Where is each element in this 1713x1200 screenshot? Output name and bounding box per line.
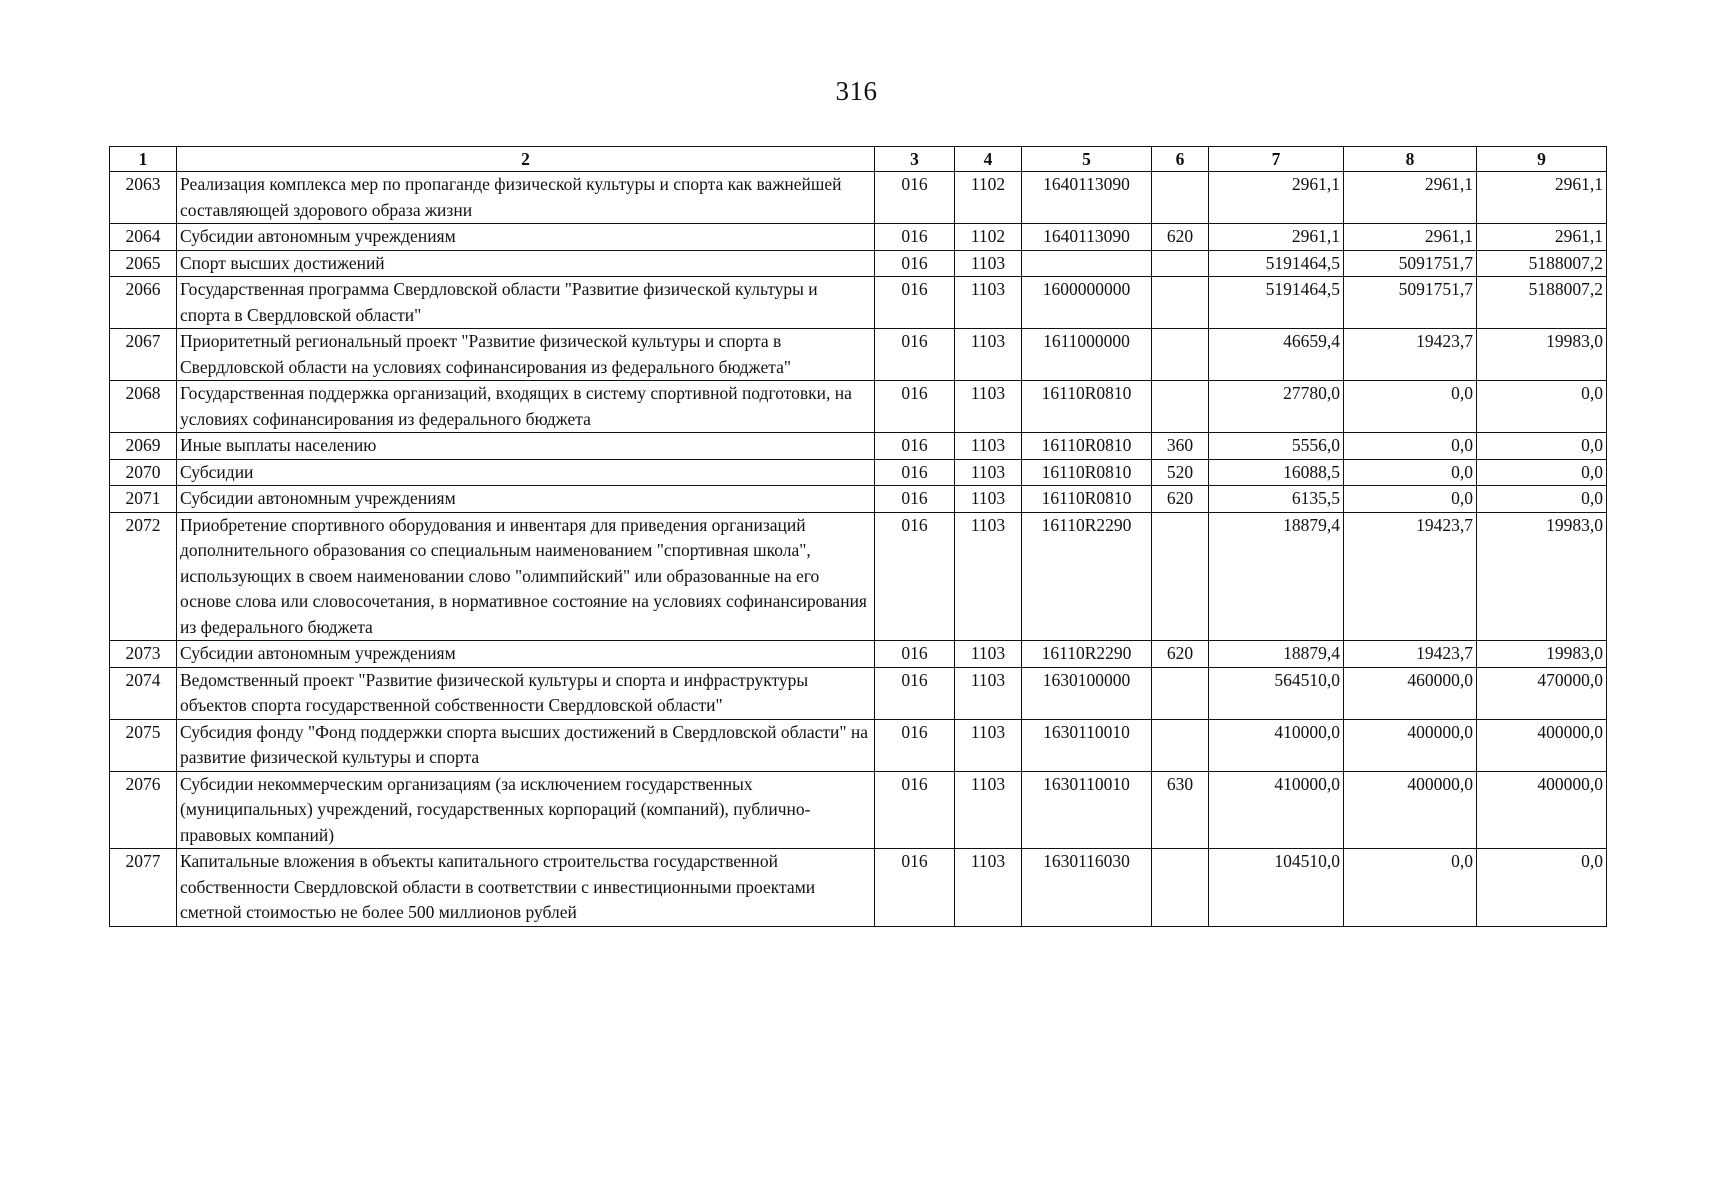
header-cell: 4	[955, 147, 1022, 172]
amount-col7-cell: 2961,1	[1209, 172, 1344, 224]
row-number-cell: 2064	[110, 224, 177, 251]
section-code-cell: 1103	[955, 329, 1022, 381]
row-number-cell: 2073	[110, 641, 177, 668]
target-code-cell: 16110R0810	[1022, 459, 1152, 486]
row-number-cell: 2063	[110, 172, 177, 224]
target-code-cell: 1600000000	[1022, 277, 1152, 329]
table-row	[110, 250, 1607, 277]
ministry-code-cell: 016	[875, 172, 955, 224]
header-cell: 5	[1022, 147, 1152, 172]
expense-type-cell: 620	[1152, 486, 1209, 513]
ministry-code-cell: 016	[875, 277, 955, 329]
row-number-cell: 2072	[110, 512, 177, 641]
row-name-cell: Капитальные вложения в объекты капитального строительства государственной собственности Свердловской области в соответствии с инвестиционными проектами сметной стоимостью не более 500 миллионов рублей	[177, 849, 875, 927]
amount-col9-cell: 2961,1	[1477, 224, 1607, 251]
row-name-cell: Субсидии автономным учреждениям	[177, 641, 875, 668]
ministry-code-cell: 016	[875, 486, 955, 513]
amount-col9-cell: 470000,0	[1477, 667, 1607, 719]
expense-type-cell	[1152, 381, 1209, 433]
target-code-cell: 16110R0810	[1022, 486, 1152, 513]
amount-col7-cell: 5191464,5	[1209, 250, 1344, 277]
amount-col8-cell: 19423,7	[1344, 329, 1477, 381]
amount-col8-cell: 0,0	[1344, 381, 1477, 433]
amount-col9-cell: 0,0	[1477, 459, 1607, 486]
amount-col7-cell: 46659,4	[1209, 329, 1344, 381]
amount-col7-cell: 2961,1	[1209, 224, 1344, 251]
target-code-cell: 1611000000	[1022, 329, 1152, 381]
section-code-cell: 1103	[955, 849, 1022, 927]
budget-table	[109, 146, 1607, 927]
table-row	[110, 486, 1607, 513]
row-number-cell: 2068	[110, 381, 177, 433]
amount-col7-cell: 18879,4	[1209, 512, 1344, 641]
section-code-cell: 1103	[955, 771, 1022, 849]
table-row	[110, 329, 1607, 381]
row-number-cell: 2075	[110, 719, 177, 771]
table-row	[110, 641, 1607, 668]
ministry-code-cell: 016	[875, 329, 955, 381]
section-code-cell: 1103	[955, 250, 1022, 277]
ministry-code-cell: 016	[875, 433, 955, 460]
expense-type-cell	[1152, 329, 1209, 381]
table-row	[110, 459, 1607, 486]
row-name-cell: Государственная поддержка организаций, входящих в систему спортивной подготовки, на условиях софинансирования из федерального бюджета	[177, 381, 875, 433]
expense-type-cell: 360	[1152, 433, 1209, 460]
table-row	[110, 512, 1607, 641]
table-row	[110, 667, 1607, 719]
amount-col8-cell: 0,0	[1344, 486, 1477, 513]
amount-col9-cell: 19983,0	[1477, 329, 1607, 381]
amount-col9-cell: 2961,1	[1477, 172, 1607, 224]
expense-type-cell	[1152, 667, 1209, 719]
amount-col7-cell: 16088,5	[1209, 459, 1344, 486]
row-name-cell: Субсидии	[177, 459, 875, 486]
target-code-cell	[1022, 250, 1152, 277]
amount-col7-cell: 410000,0	[1209, 771, 1344, 849]
ministry-code-cell: 016	[875, 641, 955, 668]
section-code-cell: 1103	[955, 667, 1022, 719]
row-name-cell: Государственная программа Свердловской области "Развитие физической культуры и спорта в Свердловской области"	[177, 277, 875, 329]
row-name-cell: Субсидии автономным учреждениям	[177, 224, 875, 251]
amount-col8-cell: 5091751,7	[1344, 250, 1477, 277]
expense-type-cell	[1152, 172, 1209, 224]
table-row	[110, 849, 1607, 927]
section-code-cell: 1103	[955, 512, 1022, 641]
target-code-cell: 16110R0810	[1022, 433, 1152, 460]
amount-col8-cell: 2961,1	[1344, 172, 1477, 224]
amount-col8-cell: 5091751,7	[1344, 277, 1477, 329]
row-number-cell: 2074	[110, 667, 177, 719]
header-cell: 7	[1209, 147, 1344, 172]
row-name-cell: Субсидии автономным учреждениям	[177, 486, 875, 513]
target-code-cell: 16110R2290	[1022, 641, 1152, 668]
amount-col8-cell: 400000,0	[1344, 719, 1477, 771]
row-number-cell: 2070	[110, 459, 177, 486]
table-row	[110, 224, 1607, 251]
row-name-cell: Приоритетный региональный проект "Развитие физической культуры и спорта в Свердловской области на условиях софинансирования из федерального бюджета"	[177, 329, 875, 381]
amount-col8-cell: 460000,0	[1344, 667, 1477, 719]
target-code-cell: 1640113090	[1022, 224, 1152, 251]
amount-col8-cell: 400000,0	[1344, 771, 1477, 849]
amount-col9-cell: 400000,0	[1477, 771, 1607, 849]
section-code-cell: 1103	[955, 641, 1022, 668]
row-name-cell: Приобретение спортивного оборудования и инвентаря для приведения организаций дополнительного образования со специальным наименованием "спортивная школа", использующих в своем наименовании слово "олимпийский" или образованные на его основе слова или словосочетания, в нормативное состояние на условиях софинансирования из федерального бюджета	[177, 512, 875, 641]
header-cell: 9	[1477, 147, 1607, 172]
row-number-cell: 2071	[110, 486, 177, 513]
row-number-cell: 2069	[110, 433, 177, 460]
target-code-cell: 16110R2290	[1022, 512, 1152, 641]
amount-col8-cell: 0,0	[1344, 459, 1477, 486]
amount-col9-cell: 400000,0	[1477, 719, 1607, 771]
amount-col8-cell: 0,0	[1344, 849, 1477, 927]
row-name-cell: Субсидия фонду "Фонд поддержки спорта высших достижений в Свердловской области" на развитие физической культуры и спорта	[177, 719, 875, 771]
target-code-cell: 1640113090	[1022, 172, 1152, 224]
ministry-code-cell: 016	[875, 667, 955, 719]
row-number-cell: 2077	[110, 849, 177, 927]
amount-col7-cell: 18879,4	[1209, 641, 1344, 668]
target-code-cell: 1630116030	[1022, 849, 1152, 927]
expense-type-cell: 630	[1152, 771, 1209, 849]
row-name-cell: Спорт высших достижений	[177, 250, 875, 277]
header-cell: 1	[110, 147, 177, 172]
amount-col7-cell: 27780,0	[1209, 381, 1344, 433]
row-name-cell: Субсидии некоммерческим организациям (за исключением государственных (муниципальных) учреждений, государственных корпораций (компаний), публично-правовых компаний)	[177, 771, 875, 849]
table-row	[110, 172, 1607, 224]
amount-col7-cell: 564510,0	[1209, 667, 1344, 719]
target-code-cell: 1630100000	[1022, 667, 1152, 719]
row-number-cell: 2066	[110, 277, 177, 329]
amount-col7-cell: 5556,0	[1209, 433, 1344, 460]
table-row	[110, 381, 1607, 433]
expense-type-cell: 620	[1152, 224, 1209, 251]
section-code-cell: 1103	[955, 277, 1022, 329]
section-code-cell: 1103	[955, 381, 1022, 433]
header-cell: 2	[177, 147, 875, 172]
header-row	[110, 147, 1607, 172]
target-code-cell: 1630110010	[1022, 719, 1152, 771]
amount-col7-cell: 6135,5	[1209, 486, 1344, 513]
target-code-cell: 1630110010	[1022, 771, 1152, 849]
amount-col8-cell: 0,0	[1344, 433, 1477, 460]
amount-col9-cell: 19983,0	[1477, 641, 1607, 668]
expense-type-cell	[1152, 512, 1209, 641]
amount-col7-cell: 5191464,5	[1209, 277, 1344, 329]
section-code-cell: 1103	[955, 719, 1022, 771]
ministry-code-cell: 016	[875, 224, 955, 251]
amount-col9-cell: 5188007,2	[1477, 250, 1607, 277]
table-row	[110, 719, 1607, 771]
header-cell: 3	[875, 147, 955, 172]
page-number: 316	[835, 76, 878, 106]
amount-col8-cell: 19423,7	[1344, 512, 1477, 641]
ministry-code-cell: 016	[875, 250, 955, 277]
amount-col7-cell: 410000,0	[1209, 719, 1344, 771]
table-row	[110, 771, 1607, 849]
expense-type-cell	[1152, 250, 1209, 277]
table-row	[110, 277, 1607, 329]
row-number-cell: 2067	[110, 329, 177, 381]
ministry-code-cell: 016	[875, 512, 955, 641]
expense-type-cell	[1152, 849, 1209, 927]
row-name-cell: Иные выплаты населению	[177, 433, 875, 460]
section-code-cell: 1103	[955, 459, 1022, 486]
amount-col9-cell: 0,0	[1477, 433, 1607, 460]
row-number-cell: 2076	[110, 771, 177, 849]
expense-type-cell: 520	[1152, 459, 1209, 486]
header-cell: 8	[1344, 147, 1477, 172]
header-cell: 6	[1152, 147, 1209, 172]
amount-col9-cell: 5188007,2	[1477, 277, 1607, 329]
amount-col8-cell: 19423,7	[1344, 641, 1477, 668]
amount-col9-cell: 0,0	[1477, 381, 1607, 433]
ministry-code-cell: 016	[875, 771, 955, 849]
ministry-code-cell: 016	[875, 849, 955, 927]
row-number-cell: 2065	[110, 250, 177, 277]
amount-col7-cell: 104510,0	[1209, 849, 1344, 927]
target-code-cell: 16110R0810	[1022, 381, 1152, 433]
ministry-code-cell: 016	[875, 719, 955, 771]
expense-type-cell	[1152, 719, 1209, 771]
section-code-cell: 1102	[955, 224, 1022, 251]
row-name-cell: Ведомственный проект "Развитие физической культуры и спорта и инфраструктуры объектов спорта государственной собственности Свердловской области"	[177, 667, 875, 719]
section-code-cell: 1102	[955, 172, 1022, 224]
table-row	[110, 433, 1607, 460]
amount-col9-cell: 0,0	[1477, 849, 1607, 927]
amount-col9-cell: 0,0	[1477, 486, 1607, 513]
section-code-cell: 1103	[955, 433, 1022, 460]
ministry-code-cell: 016	[875, 381, 955, 433]
amount-col9-cell: 19983,0	[1477, 512, 1607, 641]
expense-type-cell	[1152, 277, 1209, 329]
section-code-cell: 1103	[955, 486, 1022, 513]
ministry-code-cell: 016	[875, 459, 955, 486]
amount-col8-cell: 2961,1	[1344, 224, 1477, 251]
row-name-cell: Реализация комплекса мер по пропаганде физической культуры и спорта как важнейшей составляющей здорового образа жизни	[177, 172, 875, 224]
expense-type-cell: 620	[1152, 641, 1209, 668]
